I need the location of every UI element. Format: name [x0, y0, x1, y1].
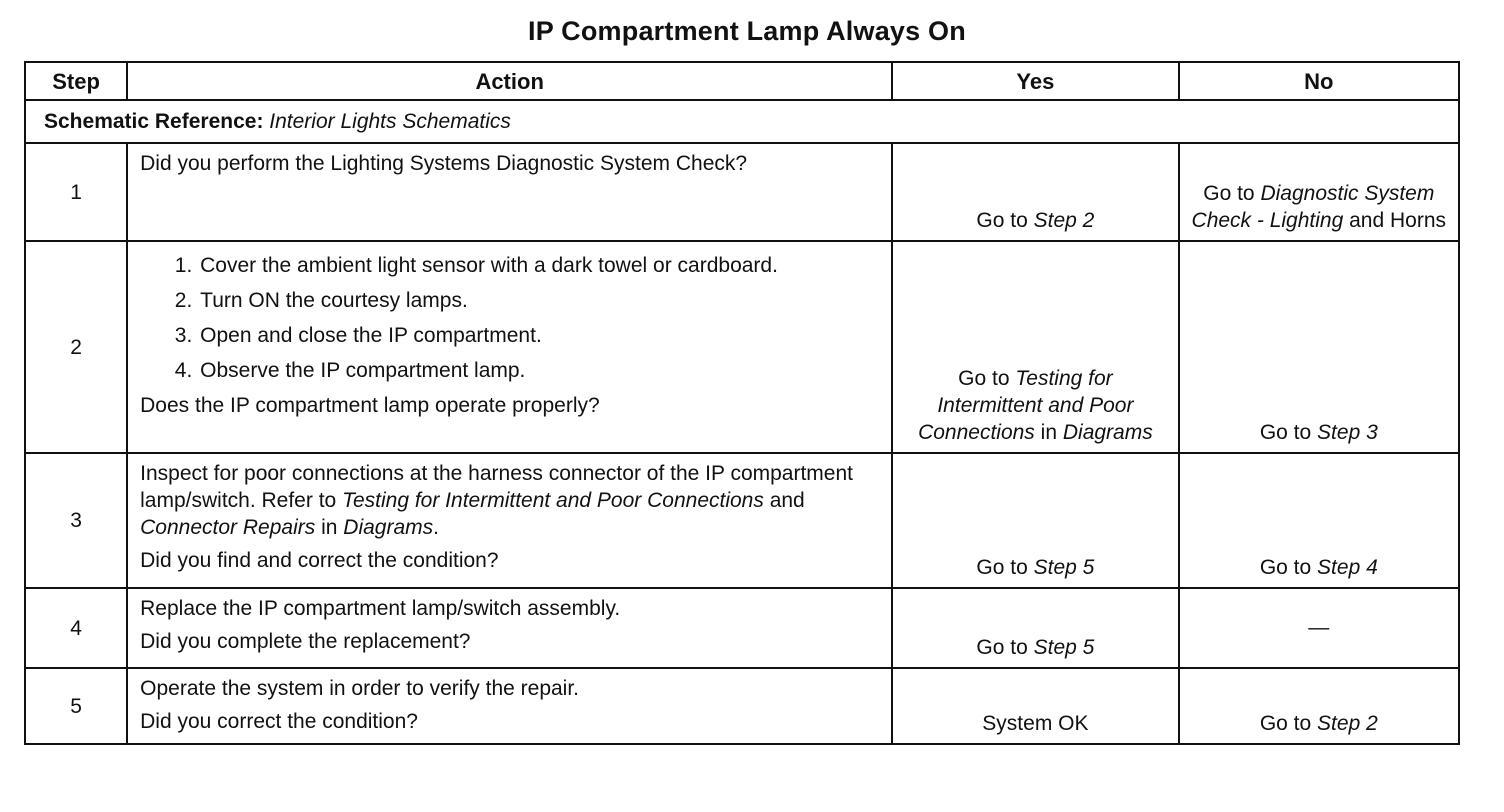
schematic-reference-link[interactable]: Interior Lights Schematics — [269, 110, 511, 133]
substep-item: 2. Turn ON the courtesy lamps. — [198, 287, 881, 314]
step-number: 1 — [25, 143, 127, 241]
reference-link[interactable]: Diagrams — [343, 516, 434, 539]
reference-link[interactable]: Connector Repairs — [140, 516, 316, 539]
yes-prefix: Go to — [976, 556, 1028, 579]
no-target-link[interactable]: Step 2 — [1317, 712, 1378, 735]
step-number: 5 — [25, 668, 127, 744]
question-text: Did you perform the Lighting Systems Diagnostic System Check? — [140, 152, 748, 175]
yes-target-link[interactable]: Testing for Intermittent and Poor Connections — [918, 367, 1134, 444]
question-text: Does the IP compartment lamp operate properly? — [140, 394, 600, 417]
no-prefix: Go to — [1259, 421, 1312, 444]
yes-prefix: Go to — [976, 209, 1028, 232]
action-cell — [127, 241, 892, 453]
table-header-row — [25, 62, 1459, 100]
header-yes: Yes — [892, 62, 1178, 100]
action-cell — [127, 668, 892, 744]
header-step: Step — [25, 62, 127, 100]
substep-list — [140, 252, 881, 384]
no-cell — [1179, 143, 1459, 241]
header-no: No — [1179, 62, 1459, 100]
instruction-part: Inspect for poor connections at the harness connector of the IP compartment lamp/switch. Refer to — [140, 462, 853, 512]
instruction-conj: and — [769, 489, 805, 512]
substep-item: 4. Observe the IP compartment lamp. — [198, 357, 881, 384]
table-row-step-2 — [25, 241, 1459, 453]
table-row-step-1 — [25, 143, 1459, 241]
yes-target-link[interactable]: Step 5 — [1033, 556, 1095, 579]
yes-cell — [892, 241, 1178, 453]
page-title: IP Compartment Lamp Always On — [528, 16, 966, 46]
yes-conj: in — [1040, 421, 1058, 444]
yes-result: System OK — [982, 712, 1089, 735]
step-number: 3 — [25, 453, 127, 588]
no-target-link[interactable]: Diagnostic System Check - Lighting — [1191, 182, 1435, 232]
yes-cell — [892, 588, 1178, 668]
instruction-end: . — [433, 516, 439, 539]
reference-link[interactable]: Testing for Intermittent and Poor Connections — [342, 489, 764, 512]
table-row-step-4 — [25, 588, 1459, 668]
no-target-link[interactable]: Step 4 — [1317, 556, 1378, 579]
yes-target-link[interactable]: Step 2 — [1033, 209, 1095, 232]
no-suffix: Horns — [1390, 209, 1447, 232]
no-dash: — — [1308, 615, 1330, 639]
step-number: 2 — [25, 241, 127, 453]
yes-cell — [892, 453, 1178, 588]
instruction-in: in — [321, 516, 338, 539]
table-row-step-3 — [25, 453, 1459, 588]
yes-suffix-link[interactable]: Diagrams — [1062, 421, 1153, 444]
no-target-link[interactable]: Step 3 — [1317, 421, 1378, 444]
substep-item: 1. Cover the ambient light sensor with a dark towel or cardboard. — [198, 252, 881, 279]
no-cell — [1179, 241, 1459, 453]
yes-cell — [892, 668, 1178, 744]
action-cell — [127, 143, 892, 241]
instruction-text: Replace the IP compartment lamp/switch assembly. — [140, 597, 621, 620]
question-text: Did you complete the replacement? — [140, 630, 471, 653]
action-cell — [127, 588, 892, 668]
no-prefix: Go to — [1259, 712, 1312, 735]
action-cell — [127, 453, 892, 588]
instruction-text — [140, 460, 881, 541]
no-cell — [1179, 668, 1459, 744]
no-cell — [1179, 588, 1459, 668]
substep-item: 3. Open and close the IP compartment. — [198, 322, 881, 349]
no-cell — [1179, 453, 1459, 588]
yes-prefix: Go to — [976, 636, 1028, 659]
schematic-reference-label: Schematic Reference: — [44, 110, 264, 133]
no-prefix: Go to — [1203, 182, 1255, 205]
yes-cell — [892, 143, 1178, 241]
question-text: Did you correct the condition? — [140, 710, 418, 733]
step-number: 4 — [25, 588, 127, 668]
schematic-reference-row — [25, 100, 1459, 143]
table-row-step-5 — [25, 668, 1459, 744]
yes-target-link[interactable]: Step 5 — [1033, 636, 1095, 659]
diagnostic-table — [24, 61, 1460, 745]
yes-prefix: Go to — [958, 367, 1010, 390]
header-action: Action — [127, 62, 892, 100]
no-conj: and — [1349, 209, 1385, 232]
instruction-text: Operate the system in order to verify the repair. — [140, 677, 580, 700]
no-prefix: Go to — [1259, 556, 1312, 579]
question-text: Did you find and correct the condition? — [140, 549, 499, 572]
schematic-reference — [25, 100, 1459, 143]
